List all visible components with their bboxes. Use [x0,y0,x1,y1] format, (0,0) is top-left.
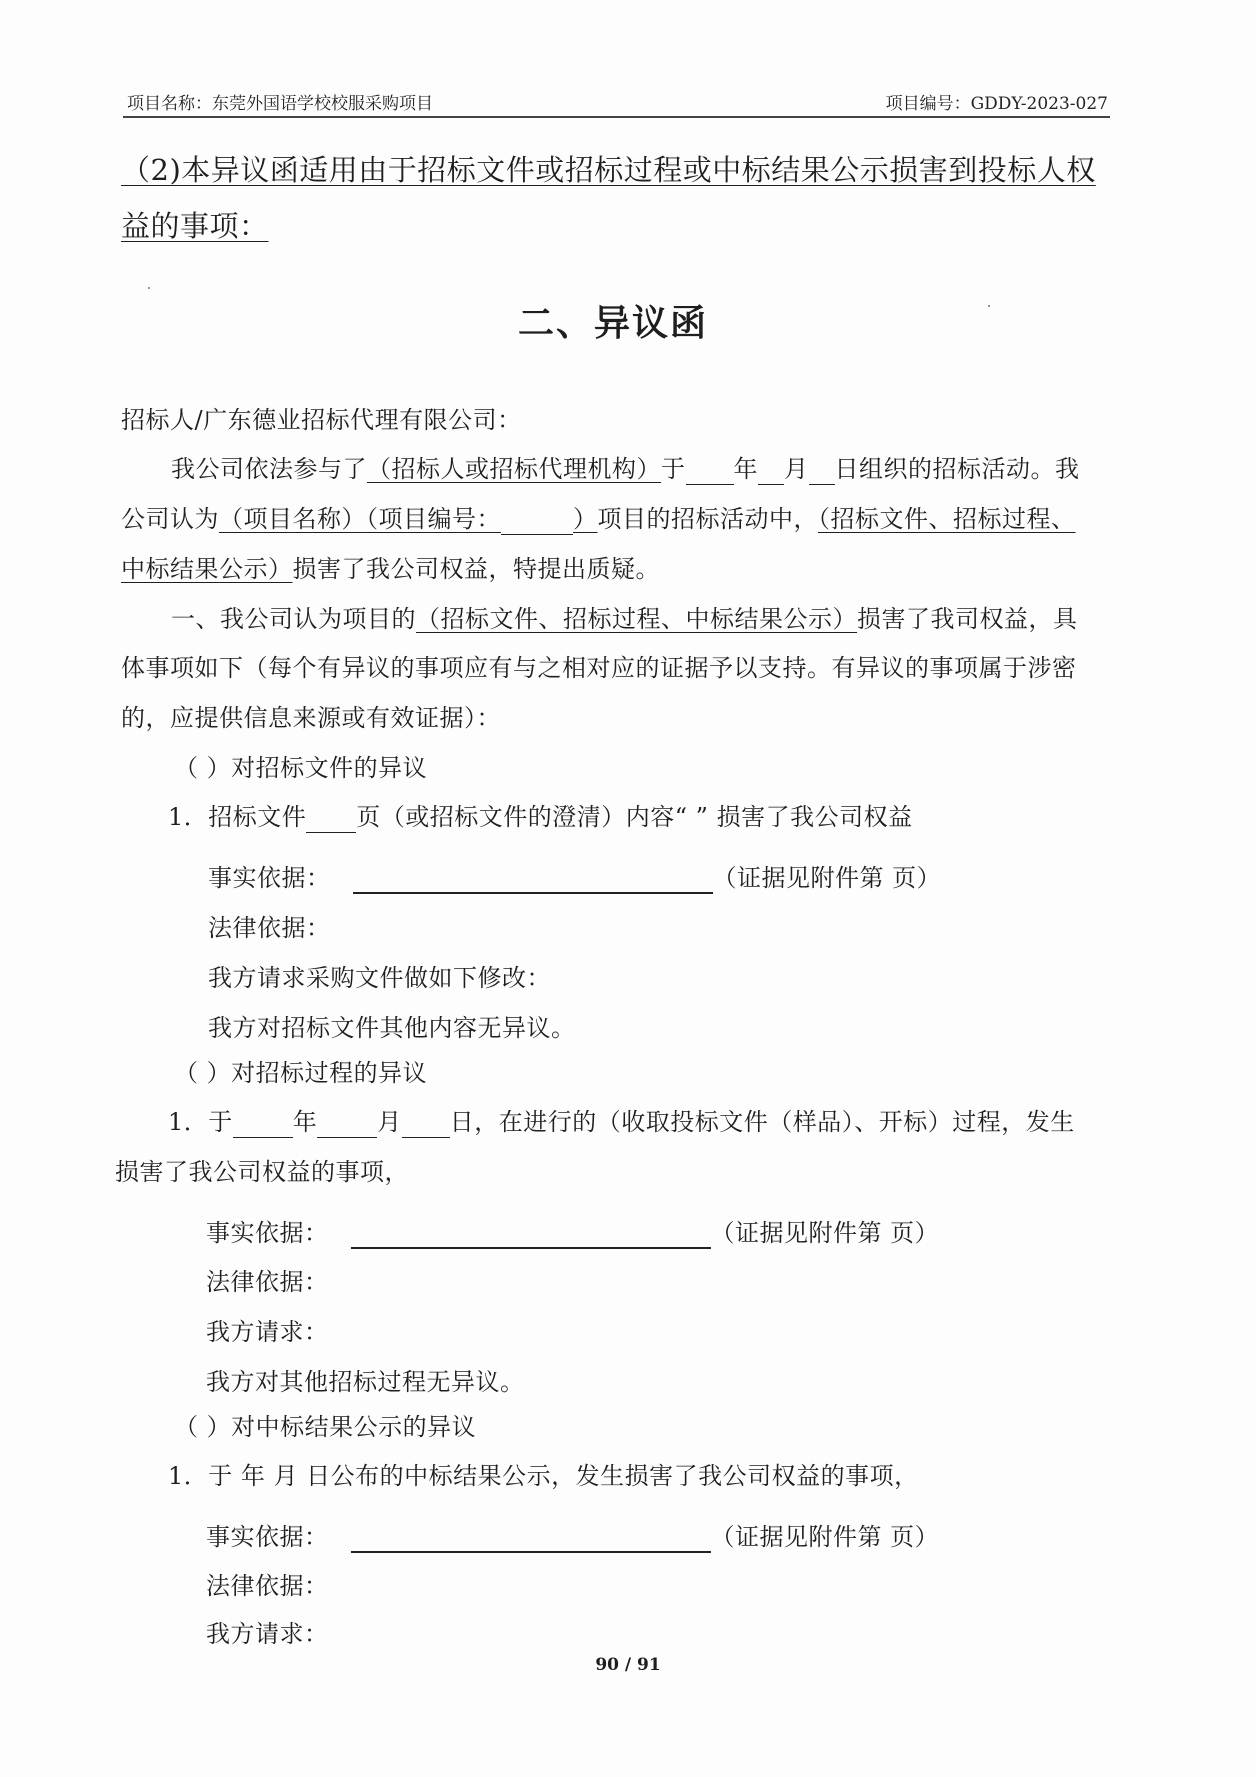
section-process-no-other: 我方对其他招标过程无异议。 [206,1368,525,1396]
section-result-fact: 事实依据： （证据见附件第 页） [206,1523,940,1551]
project-number: 项目编号：GDDY-2023-027 [885,94,1108,114]
para1-line3: 中标结果公示）损害了我公司权益，特提出质疑。 [121,555,660,583]
para1-line1: 我公司依法参与了（招标人或招标代理机构）于 年 月 日组织的招标活动。我 [171,455,1080,483]
fact-basis-blank-3[interactable] [351,1527,711,1553]
para2-line2: 体事项如下（每个有异议的事项应有与之相对应的证据予以支持。有异议的事项属于涉密 [121,654,1077,682]
section-process-heading: （ ）对招标过程的异议 [174,1059,428,1087]
section-doc-fact: 事实依据： （证据见附件第 页） [208,864,942,892]
section-result-heading: （ ）对中标结果公示的异议 [174,1413,477,1441]
para1-line2: 公司认为（项目名称）（项目编号： ）项目的招标活动中，（招标文件、招标过程、 [121,505,1076,533]
page-number: 90 / 91 [595,1655,661,1675]
project-number-blank[interactable] [501,508,573,535]
day-blank-2[interactable] [402,1111,450,1138]
para2-line3: 的，应提供信息来源或有效证据）： [121,704,501,732]
day-blank[interactable] [809,458,835,485]
year-blank-2[interactable] [233,1111,293,1138]
fact-basis-blank-2[interactable] [351,1223,711,1249]
scope-field[interactable]: （招标文件、招标过程、 [818,505,1076,533]
document-title: 二、异议函 [518,302,709,344]
project-field[interactable]: （项目名称）（项目编号： [219,505,501,533]
section-result-request: 我方请求： [206,1620,329,1648]
fact-basis-blank[interactable] [353,868,713,894]
year-blank[interactable] [686,458,734,485]
section-process-item: 1．于 年 月 日，在进行的（收取投标文件（样品）、开标）过程，发生 [168,1108,1075,1136]
section-doc-no-other: 我方对招标文件其他内容无异议。 [208,1014,576,1042]
section-process-item-line2: 损害了我公司权益的事项， [115,1158,409,1186]
para2-line1: 一、我公司认为项目的（招标文件、招标过程、中标结果公示）损害了我司权益，具 [171,605,1078,633]
project-name: 项目名称：东莞外国语学校校服采购项目 [127,94,433,114]
page-blank[interactable] [306,806,356,833]
section-result-law: 法律依据： [206,1572,329,1600]
scan-speck [148,287,150,289]
note-line-2: 益的事项： [121,209,269,243]
section-doc-heading: （ ）对招标文件的异议 [174,754,428,782]
section-process-request: 我方请求： [206,1318,329,1346]
section-result-item: 1．于 年 月 日公布的中标结果公示，发生损害了我公司权益的事项， [168,1462,919,1490]
page-header [123,86,1110,118]
section-doc-item: 1．招标文件 页（或招标文件的澄清）内容“ ” 损害了我公司权益 [168,803,913,831]
section-doc-request: 我方请求采购文件做如下修改： [208,964,551,992]
section-process-fact: 事实依据： （证据见附件第 页） [206,1219,940,1247]
addressee: 招标人/广东德业招标代理有限公司： [121,406,522,434]
note-line-1: （2)本异议函适用由于招标文件或招标过程或中标结果公示损害到投标人权 [121,153,1096,187]
agency-field[interactable]: （招标人或招标代理机构） [367,455,661,483]
section-process-law: 法律依据： [206,1268,329,1296]
month-blank[interactable] [758,458,784,485]
month-blank-2[interactable] [317,1111,377,1138]
section-doc-law: 法律依据： [208,914,331,942]
scope-field-cont[interactable]: 中标结果公示） [121,555,293,583]
scope-field-2[interactable]: （招标文件、招标过程、中标结果公示） [416,605,857,633]
scan-speck [988,305,990,307]
